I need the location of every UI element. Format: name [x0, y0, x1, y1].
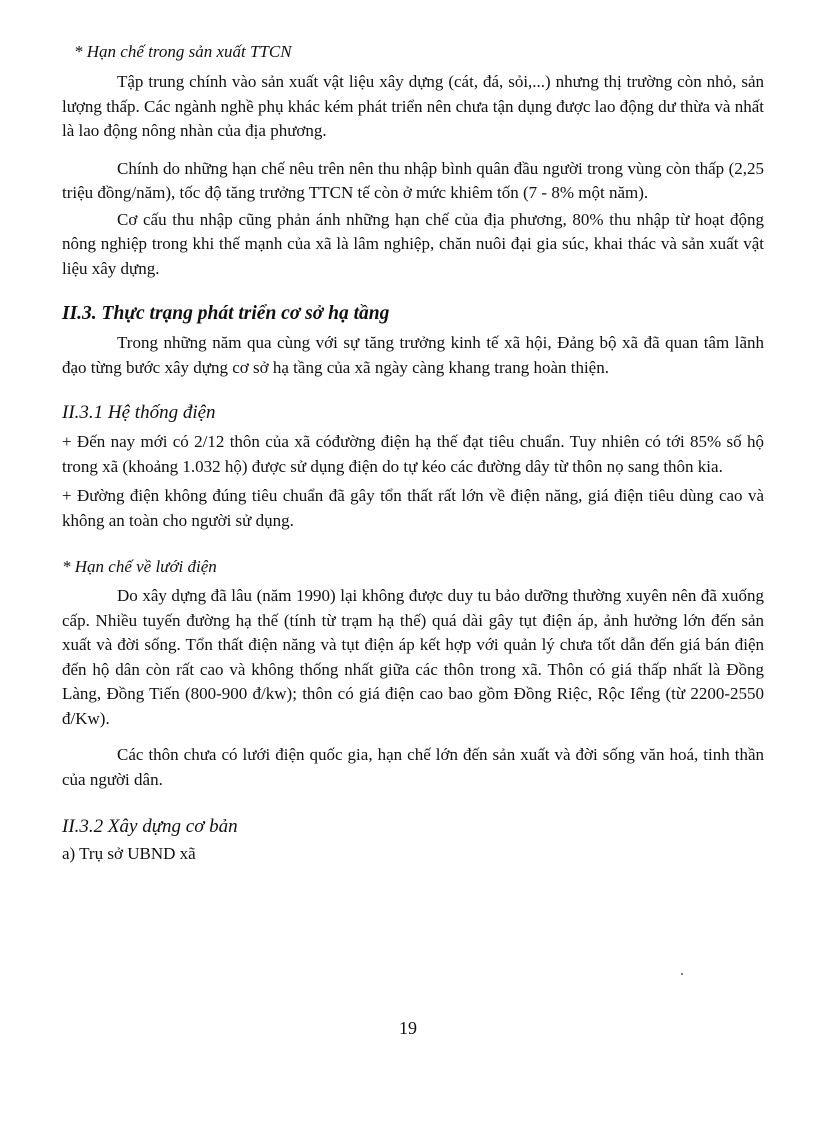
note-heading-grid: * Hạn chế về lưới điện: [62, 557, 217, 576]
paragraph-infrastructure: Trong những năm qua cùng với sự tăng trưởng kinh tế xã hội, Đảng bộ xã đã quan tâm lãnh đạo từng bước xây dựng cơ sở hạ tầng của xã ngày càng khang trang hoàn thiện.: [62, 333, 764, 377]
bullet-electricity-loss: + Đường điện không đúng tiêu chuẩn đã gây tổn thất rất lớn về điện năng, giá điện tiêu dùng cao và không an toàn cho người sử dụng.: [62, 486, 764, 530]
item-commune-office: a) Trụ sở UBND xã: [62, 844, 196, 863]
note-heading-ttcn: * Hạn chế trong sản xuất TTCN: [74, 42, 292, 61]
subsection-heading-electricity: II.3.1 Hệ thống điện: [62, 402, 216, 423]
paragraph-ttcn-limits: Tập trung chính vào sản xuất vật liệu xây dựng (cát, đá, sỏi,...) nhưng thị trường còn nhỏ, sản lượng thấp. Các ngành nghề phụ khác kém phát triển nên chưa tận dụng được lao động dư thừa và nhất là lao động nông nhàn của địa phương.: [62, 72, 764, 140]
section-heading-infrastructure: II.3. Thực trạng phát triển cơ sở hạ tầng: [62, 303, 390, 324]
paragraph-grid-villages: Các thôn chưa có lưới điện quốc gia, hạn chế lớn đến sản xuất và đời sống văn hoá, tinh thần của người dân.: [62, 745, 764, 789]
scan-speck: [681, 973, 683, 975]
page-number: 19: [399, 1018, 417, 1038]
document-page: [62, 40, 764, 867]
paragraph-grid-limits: Do xây dựng đã lâu (năm 1990) lại không được duy tu bảo dưỡng thường xuyên nên đã xuống cấp. Nhiều tuyến đường hạ thế (tính từ trạm hạ thế) quá dài gây tụt điện áp, ảnh hưởng lớn đến sản xuất và đời sống. Tổn thất điện năng và tụt điện áp kết hợp với quản lý chưa tốt dẫn đến giá bán điện đến hộ dân còn rất cao và không thống nhất giữa các thôn trong xã. Thôn có giá thấp nhất là Đồng Làng, Đồng Tiến (800-900 đ/kw); thôn có giá điện cao bao gồm Đồng Riệc, Rộc Iểng (từ 2200-2550 đ/Kw).: [62, 586, 764, 728]
paragraph-income-structure: Cơ cấu thu nhập cũng phản ánh những hạn chế của địa phương, 80% thu nhập từ hoạt động nông nghiệp trong khi thế mạnh của xã là lâm nghiệp, chăn nuôi đại gia súc, khai thác và sản xuất vật liệu xây dựng.: [62, 209, 764, 278]
subsection-heading-construction: II.3.2 Xây dựng cơ bản: [62, 816, 238, 837]
bullet-electricity-coverage: + Đến nay mới có 2/12 thôn của xã cóđường điện hạ thế đạt tiêu chuẩn. Tuy nhiên có tới 85% số hộ trong xã (khoảng 1.032 hộ) được sử dụng điện do tự kéo các đường dây từ thôn nọ sang thôn kia.: [62, 432, 764, 476]
paragraph-income: Chính do những hạn chế nêu trên nên thu nhập bình quân đầu người trong vùng còn thấp (2,25 triệu đồng/năm), tốc độ tăng trưởng TTCN tế còn ở mức khiêm tốn (7 - 8% một năm).: [62, 158, 764, 202]
